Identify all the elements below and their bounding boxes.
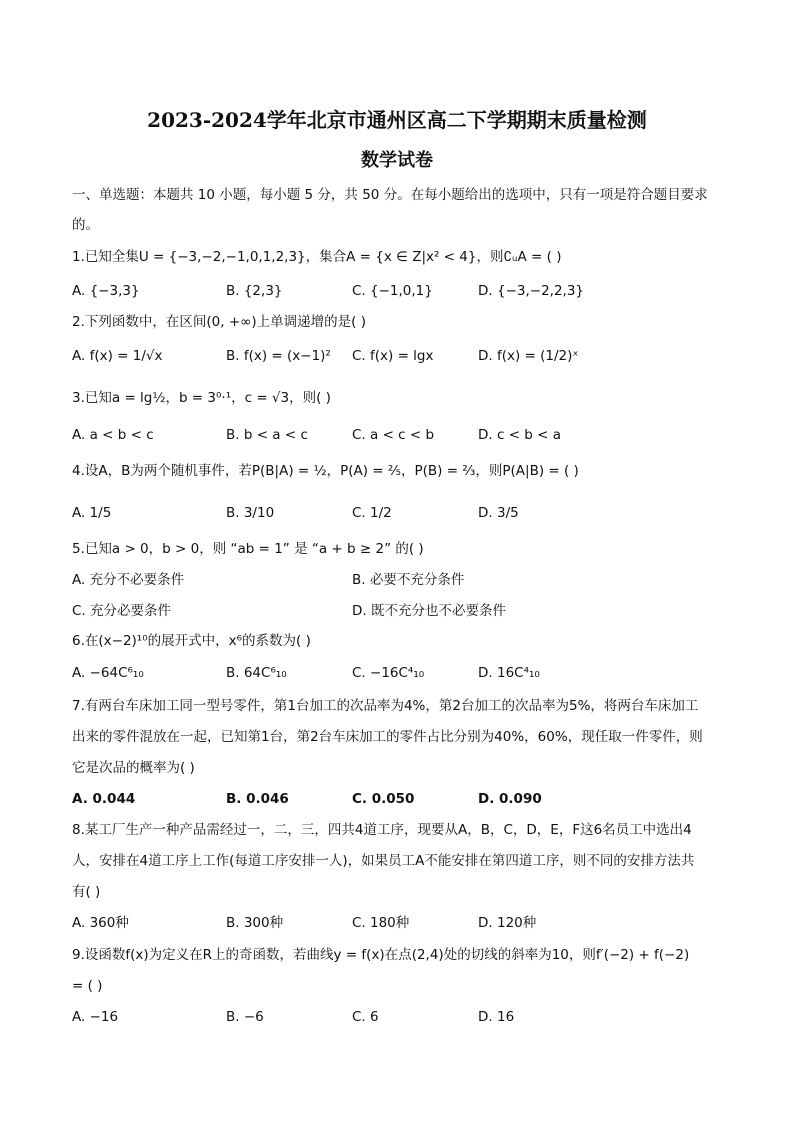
question-1-option-c: C. {−1,0,1} xyxy=(352,283,433,299)
question-8-stem-line-2: 人，安排在4道工序上工作(每道工序安排一人)，如果员工A不能安排在第四道工序，则不同的安排方法共 xyxy=(72,853,695,869)
question-5-option-d: D. 既不充分也不必要条件 xyxy=(352,603,506,619)
question-6-stem: 6.在(x−2)¹⁰的展开式中，x⁶的系数为( ) xyxy=(72,633,311,649)
question-6-option-a: A. −64C⁶₁₀ xyxy=(72,665,144,681)
question-1-option-a: A. {−3,3} xyxy=(72,283,140,299)
question-9-option-b: B. −6 xyxy=(226,1009,264,1025)
question-1-option-d: D. {−3,−2,2,3} xyxy=(478,283,585,299)
question-2-option-d: D. f(x) = (1/2)ˣ xyxy=(478,348,579,364)
question-7-option-b: B. 0.046 xyxy=(226,791,289,807)
question-5-option-a: A. 充分不必要条件 xyxy=(72,572,185,588)
question-6-option-c: C. −16C⁴₁₀ xyxy=(352,665,425,681)
question-9-option-d: D. 16 xyxy=(478,1009,515,1025)
question-9-stem-line-1: 9.设函数f(x)为定义在R上的奇函数，若曲线y = f(x)在点(2,4)处的切线的斜率为10，则f′(−2) + f(−2) xyxy=(72,947,690,963)
question-2-stem: 2.下列函数中，在区间(0, +∞)上单调递增的是( ) xyxy=(72,314,366,330)
question-3-option-d: D. c < b < a xyxy=(478,427,562,443)
question-8-option-b: B. 300种 xyxy=(226,915,284,931)
question-1-option-b: B. {2,3} xyxy=(226,283,283,299)
question-2-option-c: C. f(x) = lgx xyxy=(352,348,434,364)
question-2-option-b: B. f(x) = (x−1)² xyxy=(226,348,331,364)
question-5-option-b: B. 必要不充分条件 xyxy=(352,572,465,588)
question-9-option-c: C. 6 xyxy=(352,1009,379,1025)
question-6-option-d: D. 16C⁴₁₀ xyxy=(478,665,540,681)
section-heading-line-2: 的。 xyxy=(72,217,99,233)
question-3-stem: 3.已知a = lg½，b = 3⁰·¹，c = √3，则( ) xyxy=(72,390,331,406)
question-5-stem: 5.已知a > 0，b > 0，则 “ab = 1” 是 “a + b ≥ 2” 的( ) xyxy=(72,541,424,557)
document-title: 2023-2024学年北京市通州区高二下学期期末质量检测 xyxy=(147,108,647,132)
question-7-option-c: C. 0.050 xyxy=(352,791,415,807)
question-7-option-d: D. 0.090 xyxy=(478,791,542,807)
question-5-option-c: C. 充分必要条件 xyxy=(72,603,172,619)
question-7-stem-line-1: 7.有两台车床加工同一型号零件，第1台加工的次品率为4%，第2台加工的次品率为5%，将两台车床加工 xyxy=(72,698,699,714)
question-9-option-a: A. −16 xyxy=(72,1009,119,1025)
question-4-option-c: C. 1/2 xyxy=(352,505,392,521)
question-8-option-a: A. 360种 xyxy=(72,915,129,931)
question-8-option-d: D. 120种 xyxy=(478,915,537,931)
question-8-stem-line-1: 8.某工厂生产一种产品需经过一，二，三，四共4道工序，现要从A，B，C，D，E，F这6名员工中选出4 xyxy=(72,822,692,838)
question-4-option-a: A. 1/5 xyxy=(72,505,112,521)
question-8-option-c: C. 180种 xyxy=(352,915,410,931)
question-1-stem: 1.已知全集U = {−3,−2,−1,0,1,2,3}，集合A = {x ∈ Z|x² < 4}，则∁ᵤA = ( ) xyxy=(72,249,562,265)
question-6-option-b: B. 64C⁶₁₀ xyxy=(226,665,287,681)
question-4-option-d: D. 3/5 xyxy=(478,505,519,521)
question-7-stem-line-3: 它是次品的概率为( ) xyxy=(72,760,195,776)
question-9-stem-line-2: = ( ) xyxy=(72,978,103,994)
question-2-option-a: A. f(x) = 1/√x xyxy=(72,348,163,364)
question-4-stem: 4.设A，B为两个随机事件，若P(B|A) = ½，P(A) = ⅖，P(B) = ⅔，则P(A|B) = ( ) xyxy=(72,463,579,479)
question-7-option-a: A. 0.044 xyxy=(72,791,136,807)
section-heading-line-1: 一、单选题：本题共 10 小题，每小题 5 分，共 50 分。在每小题给出的选项中，只有一项是符合题目要求 xyxy=(72,187,708,203)
question-8-stem-line-3: 有( ) xyxy=(72,884,101,900)
question-4-option-b: B. 3/10 xyxy=(226,505,275,521)
question-3-option-a: A. a < b < c xyxy=(72,427,154,443)
question-7-stem-line-2: 出来的零件混放在一起，已知第1台，第2台车床加工的零件占比分别为40%，60%，现任取一件零件，则 xyxy=(72,729,703,745)
question-3-option-c: C. a < c < b xyxy=(352,427,435,443)
document-subtitle: 数学试卷 xyxy=(361,150,433,171)
question-3-option-b: B. b < a < c xyxy=(226,427,308,443)
